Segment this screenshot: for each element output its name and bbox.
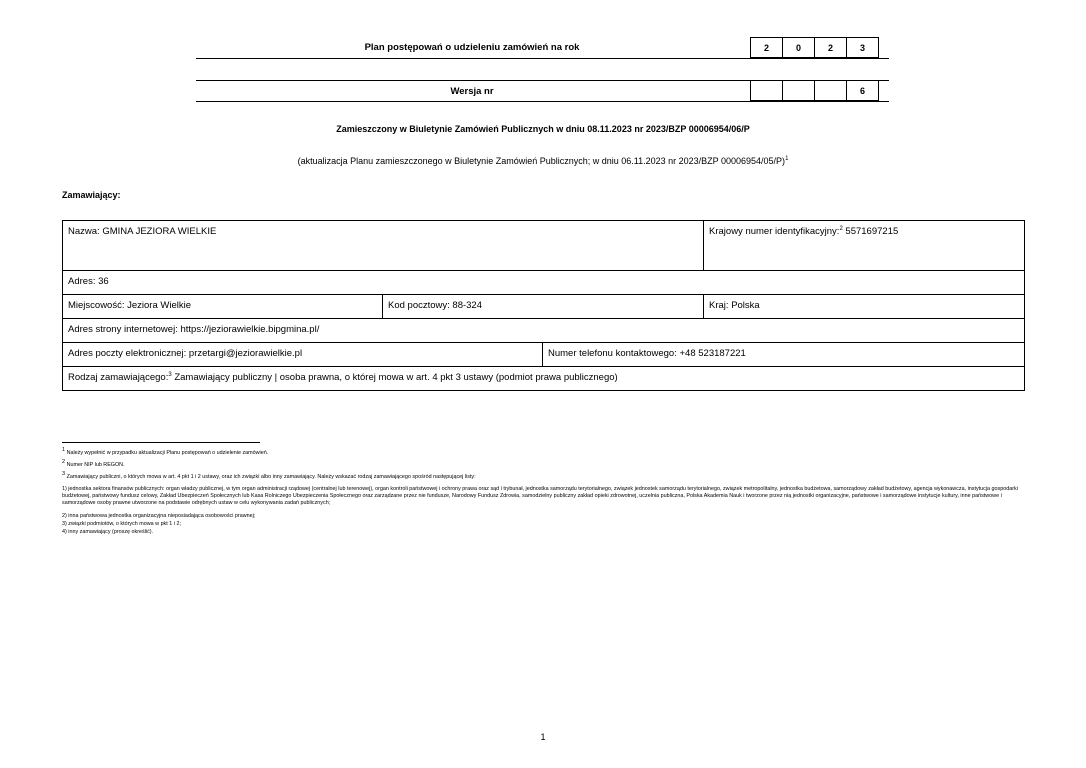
plan-year-label: Plan postępowań o udzieleniu zamówień na rok: [364, 42, 580, 53]
plan-year-underline: [196, 58, 889, 59]
year-digit: 2: [750, 37, 783, 58]
authority-type-label: Rodzaj zamawiającego:: [68, 372, 169, 383]
version-digit: [782, 80, 815, 101]
authority-type-value: Zamawiający publiczny | osoba prawna, o której mowa w art. 4 pkt 3 ustawy (podmiot prawa publicznego): [174, 372, 618, 383]
national-id-value: 5571697215: [845, 226, 899, 237]
name-cell: Nazwa: GMINA JEZIORA WIELKIE: [63, 221, 704, 271]
footnote-list-item-4: 4) inny zamawiający (proszę określić).: [62, 529, 154, 535]
publication-update: [0, 156, 1086, 166]
year-digit: 0: [782, 37, 815, 58]
year-digit-boxes: [750, 37, 890, 58]
footnote-text: Należy wypełnić w przypadku aktualizacji Planu postępowań o udzielenie zamówień.: [66, 450, 269, 456]
year-digit: 3: [846, 37, 879, 58]
footnote-text: Zamawiający publiczni, o których mowa w art. 4 pkt 1 i 2 ustawy, oraz ich związki albo inny zamawiający. Należy wskazać rodzaj zamawiającego spośród następującej listy:: [66, 474, 476, 480]
publication-main: Zamieszczony w Biuletynie Zamówień Publicznych w dniu 08.11.2023 nr 2023/BZP 00006954/06/P: [336, 124, 750, 134]
national-id-cell: [704, 221, 1025, 271]
footnote-list-item-3: 3) związki podmiotów, o których mowa w pkt 1 i 2;: [62, 521, 181, 527]
footnote-2: [62, 459, 1024, 469]
year-digit: 2: [814, 37, 847, 58]
authority-type-cell: [63, 367, 1025, 391]
footnote-3: [62, 471, 1024, 481]
national-id-label: Krajowy numer identyfikacyjny:: [709, 226, 840, 237]
footnote-text: Numer NIP lub REGON.: [66, 462, 125, 468]
footnote-1: [62, 447, 1024, 457]
website-cell: Adres strony internetowej: https://jeziorawielkie.bipgmina.pl/: [63, 319, 1025, 343]
footnote-list-item-2: 2) inna państwowa jednostka organizacyjna nieposiadająca osobowości prawnej;: [62, 513, 256, 519]
publication-update-text: (aktualizacja Planu zamieszczonego w Biuletynie Zamówień Publicznych; w dniu 06.11.2023 nr 2023/BZP 00006954/05/P): [297, 156, 786, 166]
footnote-ref-1: 1: [785, 156, 789, 162]
contracting-authority-table: [62, 220, 1025, 391]
section-title: Zamawiający:: [62, 190, 121, 200]
footnote-number: 2: [62, 459, 66, 466]
footnote-number: 3: [62, 471, 66, 478]
page-number: 1: [540, 732, 546, 742]
country-cell: Kraj: Polska: [704, 295, 1025, 319]
version-label: Wersja nr: [450, 86, 494, 97]
version-underline: [196, 101, 889, 102]
footnote-ref-2: 2: [839, 225, 843, 232]
phone-cell: Numer telefonu kontaktowego: +48 523187221: [543, 343, 1025, 367]
footnote-ref-3: 3: [168, 371, 172, 378]
postal-code-cell: Kod pocztowy: 88-324: [383, 295, 704, 319]
city-cell: Miejscowość: Jeziora Wielkie: [63, 295, 383, 319]
footnote-separator: [62, 442, 260, 443]
address-cell: Adres: 36: [63, 271, 1025, 295]
version-digit-boxes: [750, 80, 890, 101]
email-cell: Adres poczty elektronicznej: przetargi@jeziorawielkie.pl: [63, 343, 543, 367]
footnote-list-item-1: 1) jednostka sektora finansów publicznych: organ władzy publicznej, w tym organ administracji rządowej (centralnej lub terenowej), organ kontroli państwowej i ochrony prawa oraz sąd i trybunał, jednostka samorządu terytorialnego, związek jednostek samorządu terytorialnego, związek metropolitalny, jednostka budżetowa, samorządowy zakład budżetowy, agencja wykonawcza, instytucja gospodarki budżetowej, państwowy fundusz celowy, Zakład Ubezpieczeń Społecznych lub Kasa Rolniczego Ubezpieczenia Społecznego oraz zarządzane przez nie fundusze, Narodowy Fundusz Zdrowia, samodzielny publiczny zakład opieki zdrowotnej, uczelnia publiczna, Polska Akademia Nauk i tworzone przez nią jednostki organizacyjne, państwowe i samorządowe instytucje kultury, inne państwowe i samorządowe osoby prawne utworzone na podstawie odrębnych ustaw w celu wykonywania zadań publicznych;: [62, 486, 1018, 507]
footnote-number: 1: [62, 447, 66, 454]
version-digit: [750, 80, 783, 101]
version-digit: [814, 80, 847, 101]
version-digit: 6: [846, 80, 879, 101]
